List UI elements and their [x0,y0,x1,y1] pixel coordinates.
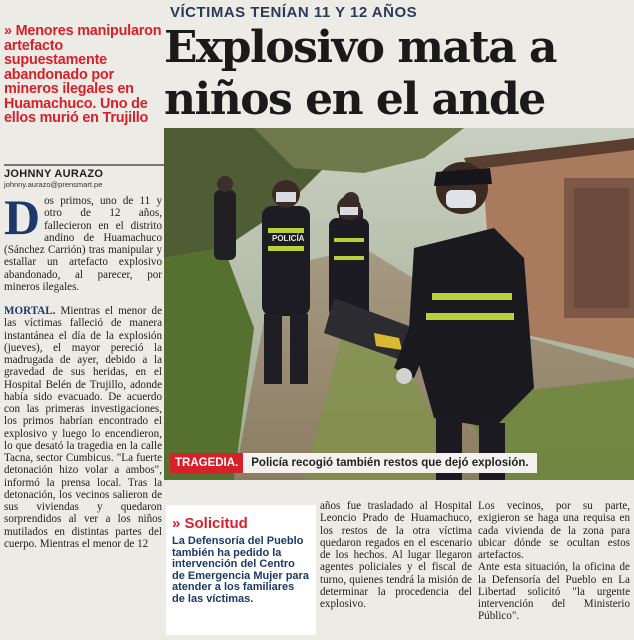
caption-text: Policía recogió también restos que dejó explosión. [243,453,536,473]
sidebar-title-text: Solicitud [184,515,248,532]
police-scene-illustration [164,128,634,480]
paragraph-2 [4,305,162,550]
deck [4,24,164,126]
column-4-paragraph-1: Los vecinos, por su parte, exigieron se haga una requisa en cada vivienda de la zona para ubicar dónde se ocultan estos artefactos. [478,500,630,561]
paragraph-1-text: os primos, uno de 11 y otro de 12 años, fallecieron en el distrito andino de Huamachuco (Sánchez Carrión) tras manipular y estallar un artefacto explosivo abandonado, al parecer, por mineros ilegales. [4,195,162,293]
article-column-3: años fue trasladado al Hospital Leoncio Prado de Huamachuco, los restos de la otra víctima quedaron regados en el escenario de los hechos. Al lugar llegaron agentes policiales y el fiscal de turno, quienes tendrá la misión de determinar la procedencia del explosivo. [320,500,472,610]
photo-caption [170,453,537,473]
news-photo [164,128,634,480]
lead-in: MORTAL. [4,305,56,317]
headline-line-2: niños en el ande [164,74,545,125]
article-column-4 [478,500,630,623]
kicker: VÍCTIMAS TENÍAN 11 Y 12 AÑOS [170,4,418,21]
chevron-icon: » [172,515,181,532]
author-name: JOHNNY AURAZO [4,164,164,180]
paragraph-1 [4,189,162,293]
headline-line-1: Explosivo mata a [164,22,557,73]
vest-label-1: POLICÍA [272,234,305,243]
chevron-icon: » [4,23,12,39]
column-4-paragraph-2: Ante esta situación, la oficina de la Defensoría del Pueblo en La Libertad solicitó "la urgente intervención del Ministerio Público". [478,561,630,623]
caption-tag: TRAGEDIA. [170,453,243,473]
sidebar-title [172,515,310,532]
paragraph-2-text: Mientras el menor de las víctimas falleció de manera instantánea el día de la explosión (jueves), el mayor pereció la madrugada de ayer, debido a la gravedad de sus heridas, en el Hospital Belén de Trujillo, adonde había sido evacuado. De acuerdo con las primeras investigaciones, los primos habrían encontrado el explosivo y luego lo encendieron, lo que desató la tragedia en la calle Tacna, sector Cumbicus. "La fuerte detonación hizo volar a ambos", informó la prensa local. Tras la detonación, los vecinos salieron de sus viviendas y quedaron sorprendidos al ver a los niños mutilados en distintas partes del cuerpo. Mientras el menor de 12 [4,305,162,550]
headline [164,22,634,126]
drop-cap: D [4,189,41,245]
deck-text: Menores manipularon artefacto supuestamente abandonado por mineros ilegales en Huamachuco. Uno de ellos murió en Trujillo [4,23,162,126]
sidebar-box [166,505,316,635]
sidebar-text: La Defensoría del Pueblo también ha pedido la intervención del Centro de Emergencia Mujer para atender a los familiares de las víctimas. [172,535,309,605]
author-email: johnny.aurazo@prensmart.pe [4,180,103,189]
article-body-left [4,189,162,550]
